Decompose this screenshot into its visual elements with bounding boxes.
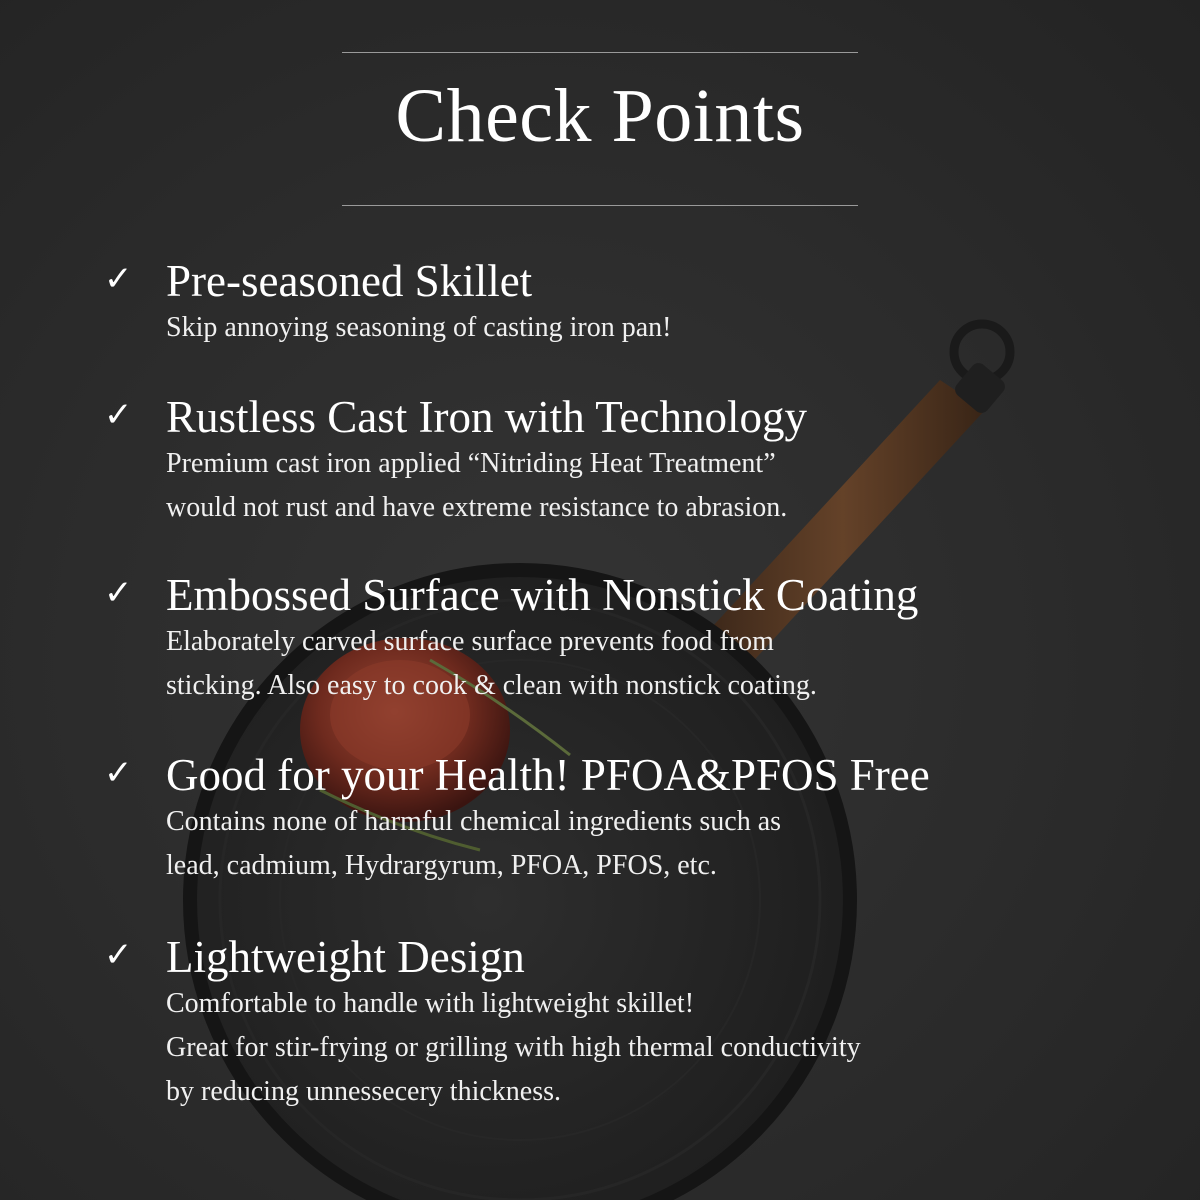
check-point-description [166,982,1184,1114]
check-point-title: Embossed Surface with Nonstick Coating [166,570,919,620]
check-point-description [166,306,1184,350]
check-point-title: Pre-seasoned Skillet [166,256,533,306]
description-line: Skip annoying seasoning of casting iron pan! [166,312,672,343]
check-point-description [166,620,1184,708]
check-icon: ✓ [104,935,133,975]
check-icon: ✓ [104,573,133,613]
check-point-title: Rustless Cast Iron with Technology [166,392,807,442]
check-icon: ✓ [104,753,133,793]
check-point-item [104,256,1184,350]
description-line: by reducing unnessecery thickness. [166,1076,561,1107]
description-line: Great for stir-frying or grilling with high thermal conductivity [166,1032,861,1063]
check-point-title: Good for your Health! PFOA&PFOS Free [166,750,930,800]
description-line: Comfortable to handle with lightweight skillet! [166,988,695,1019]
page-title: Check Points [395,74,805,158]
description-line: Elaborately carved surface surface prevents food from [166,626,774,657]
check-point-description [166,442,1184,530]
description-line: would not rust and have extreme resistance to abrasion. [166,492,788,523]
description-line: sticking. Also easy to cook & clean with nonstick coating. [166,670,817,701]
check-icon: ✓ [104,395,133,435]
description-line: Premium cast iron applied “Nitriding Heat Treatment” [166,448,776,479]
check-point-title: Lightweight Design [166,932,525,982]
check-point-item [104,570,1184,708]
check-point-item [104,932,1184,1114]
check-icon: ✓ [104,259,133,299]
check-point-item [104,750,1184,888]
description-line: Contains none of harmful chemical ingredients such as [166,806,782,837]
check-point-description [166,800,1184,888]
description-line: lead, cadmium, Hydrargyrum, PFOA, PFOS, etc. [166,850,717,881]
check-point-item [104,392,1184,530]
